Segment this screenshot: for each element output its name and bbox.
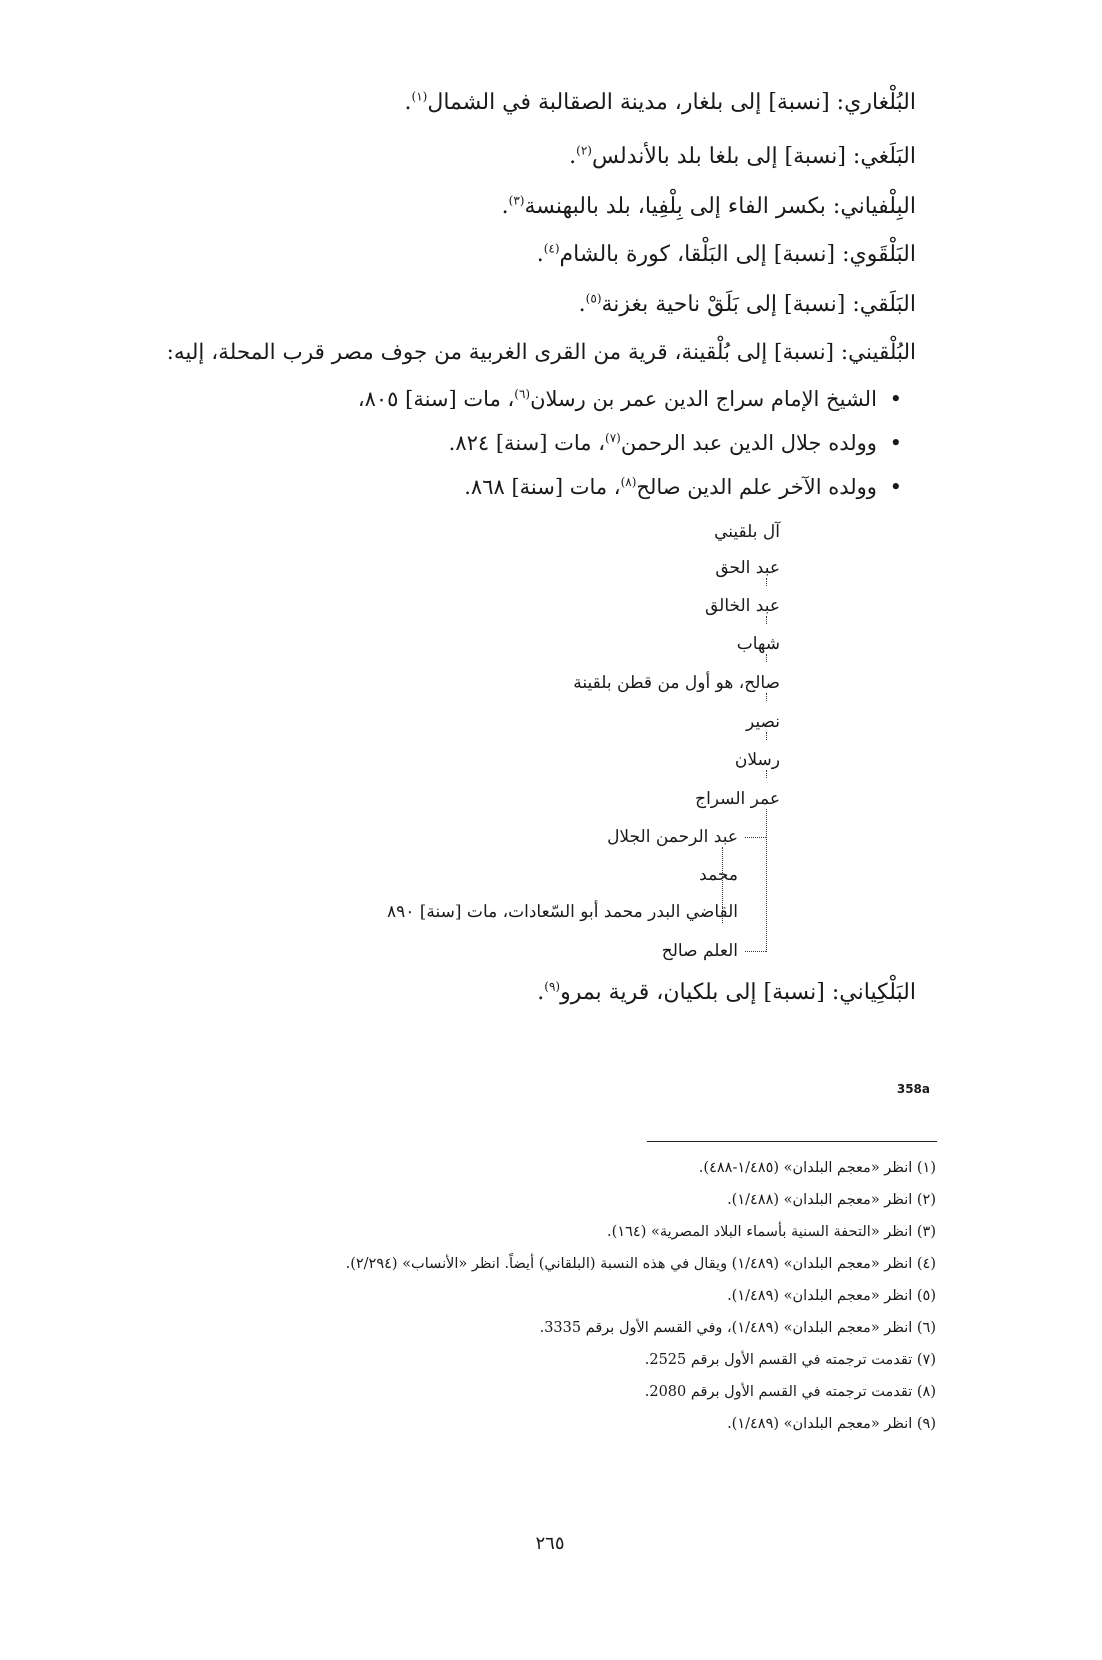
entry-end: . [569, 144, 577, 169]
tree-node-umar-al-siraj: عمر السراج [695, 789, 780, 809]
tree-connector [745, 837, 766, 838]
tree-connector [766, 770, 767, 778]
footnote: (١) انظر «معجم البلدان» (١/٤٨٥-٤٨٨). [698, 1160, 936, 1176]
entry-end: . [404, 90, 412, 115]
entry-text: : بكسر الفاء إلى بِلْفِيا، بلد بالبهنسة [524, 194, 841, 219]
footnote: (٣) انظر «التحفة السنية بأسماء البلاد المصرية» (١٦٤). [607, 1224, 936, 1240]
footnote: (٥) انظر «معجم البلدان» (١/٤٨٩). [727, 1288, 936, 1304]
entry-balqawi [537, 240, 916, 270]
manuscript-folio-number: 358a [896, 1082, 930, 1096]
bullet-text: الشيخ الإمام سراج الدين عمر بن رسلان [530, 387, 877, 411]
entry-head: البَلْكِياني [839, 980, 916, 1005]
entry-head: البُلْقيني [848, 340, 916, 365]
footnote-ref[interactable]: (٧) [605, 431, 621, 445]
footnote-ref[interactable]: (٢) [576, 143, 592, 158]
entry-end: . [536, 242, 544, 267]
entry-text: : [نسبة] إلى بُلْقينة، قرية من القرى الغربية من جوف مصر قرب المحلة، إليه: [166, 340, 849, 365]
tree-node-salih: صالح، هو أول من قطن بلقينة [573, 673, 780, 693]
entry-bilfiyani [502, 192, 916, 222]
entry-text: : [نسبة] إلى بَلَقْ ناحية بغزنة [601, 292, 860, 317]
footnote: (٨) تقدمت ترجمته في القسم الأول برقم 2080. [644, 1384, 936, 1400]
tree-connector [766, 693, 767, 701]
tree-node-shihab: شهاب [736, 634, 780, 654]
entry-end: . [537, 980, 545, 1005]
tree-node-abd-al-khaliq: عبد الخالق [704, 596, 780, 616]
footnote-ref[interactable]: (٣) [508, 193, 525, 208]
bullet-death: ، مات [سنة] ٨٠٥، [357, 387, 515, 411]
tree-connector [745, 951, 766, 952]
tree-connector [766, 809, 767, 952]
footnote: (٦) انظر «معجم البلدان» (١/٤٨٩)، وفي القسم الأول برقم 3335. [539, 1320, 936, 1336]
entry-balaqi [579, 290, 916, 320]
footnote-ref[interactable]: (٦) [514, 387, 531, 401]
footnote-ref[interactable]: (٤) [543, 241, 560, 256]
entry-text: : [نسبة] إلى بلغار، مدينة الصقالبة في الشمال [427, 90, 845, 115]
footnote-ref[interactable]: (٨) [620, 475, 637, 489]
bullet-alam [464, 472, 902, 502]
entry-bulghari [405, 88, 917, 118]
entry-text: : [نسبة] إلى بلغا بلد بالأندلس [591, 144, 861, 169]
entry-head: البَلْقَوي [849, 242, 916, 267]
entry-bulqini [167, 338, 916, 368]
tree-connector [766, 654, 767, 662]
footnote: (٢) انظر «معجم البلدان» (١/٤٨٨). [727, 1192, 936, 1208]
footnote: (٧) تقدمت ترجمته في القسم الأول برقم 2525. [644, 1352, 936, 1368]
entry-head: البَلَغي [860, 144, 916, 169]
footnote: (٤) انظر «معجم البلدان» (١/٤٨٩) ويقال في هذه النسبة (البلقاني) أيضاً. انظر «الأنساب» (٢/٢٩٤). [345, 1256, 936, 1272]
entry-head: البُلْغاري [844, 90, 916, 115]
entry-end: . [578, 292, 586, 317]
entry-end: . [501, 194, 509, 219]
tree-node-abd-al-rahman: عبد الرحمن الجلال [607, 827, 738, 847]
page-number: ٢٦٥ [535, 1533, 565, 1554]
bullet-text: وولده جلال الدين عبد الرحمن [620, 431, 877, 455]
footnote-ref[interactable]: (٥) [585, 291, 602, 306]
tree-connector [722, 847, 723, 923]
entry-balkiyani [537, 978, 916, 1008]
bullet-siraj [358, 384, 902, 414]
tree-node-al-qadi-al-badr: القاضي البدر محمد أبو السّعادات، مات [سنة] ٨٩٠ [386, 902, 738, 922]
footnote-ref[interactable]: (١) [411, 89, 428, 104]
footnote-ref[interactable]: (٩) [544, 979, 561, 994]
tree-node-abd-al-haqq: عبد الحق [715, 558, 780, 578]
tree-connector [766, 732, 767, 740]
entry-text: : [نسبة] إلى البَلْقا، كورة بالشام [559, 242, 850, 267]
tree-node-al-bulqini: آل بلقيني [714, 522, 780, 542]
bullet-jalal [449, 428, 902, 458]
footnote-separator [647, 1141, 937, 1142]
bullet-death: ، مات [سنة] ٨٢٤. [448, 431, 605, 455]
tree-node-muhammad: محمد [699, 865, 738, 885]
footnote: (٩) انظر «معجم البلدان» (١/٤٨٩). [727, 1416, 936, 1432]
bullet-death: ، مات [سنة] ٨٦٨. [464, 475, 621, 499]
entry-balaghi [569, 142, 916, 172]
entry-head: البِلْفياني [840, 194, 916, 219]
entry-text: : [نسبة] إلى بلكيان، قرية بمرو [560, 980, 840, 1005]
tree-node-nusayr: نصير [746, 712, 780, 732]
tree-connector [766, 616, 767, 624]
tree-node-ruslan: رسلان [734, 750, 780, 770]
entry-head: البَلَقي [859, 292, 916, 317]
bullet-text: وولده الآخر علم الدين صالح [636, 475, 877, 499]
tree-node-al-alam-salih: العلم صالح [661, 941, 738, 961]
tree-connector [766, 578, 767, 586]
